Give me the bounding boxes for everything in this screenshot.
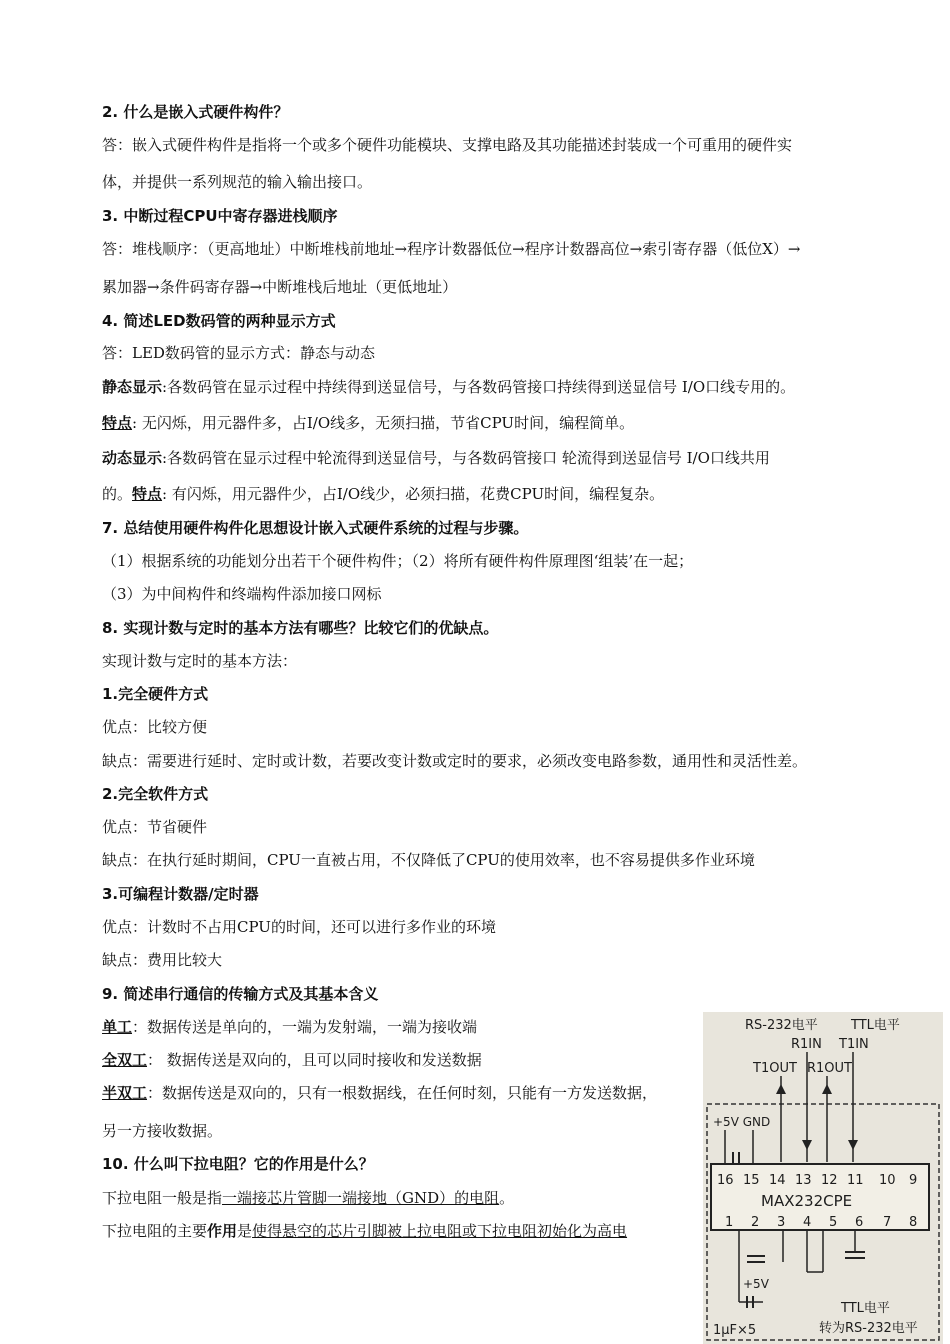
pulldown-definition-pre: 下拉电阻一般是指 — [102, 1189, 223, 1207]
full-duplex-label: 全双工 — [102, 1051, 148, 1069]
question-2-answer-line-2: 体，并提供一系列规范的输入输出接口。 — [102, 173, 373, 191]
dynamic-display-label: 动态显示 — [102, 449, 163, 467]
svg-text:2: 2 — [751, 1215, 760, 1230]
question-3-title: 3. 中断过程CPU中寄存器进栈顺序 — [102, 207, 338, 225]
rs232-level-label: RS-232电平 — [745, 1018, 818, 1033]
r1out-label: R1OUT — [807, 1061, 852, 1076]
question-7-answer-line-2: （3）为中间构件和终端构件添加接口网标 — [102, 585, 382, 603]
svg-text:14: 14 — [769, 1173, 786, 1188]
vcc-bottom-label: +5V — [743, 1277, 769, 1291]
question-8-title: 8. 实现计数与定时的基本方法有哪些？比较它们的优缺点。 — [102, 619, 499, 637]
svg-text:7: 7 — [883, 1215, 892, 1230]
ttl-bottom-label: TTL电平 — [841, 1301, 890, 1316]
question-3-answer-line-2: 累加器→条件码寄存器→中断堆栈后地址（更低地址） — [102, 278, 458, 296]
method-3-cons: 缺点：费用比较大 — [102, 951, 223, 969]
svg-text:13: 13 — [795, 1173, 812, 1188]
arrow-up-icon — [822, 1084, 832, 1094]
t1in-label: T1IN — [839, 1037, 869, 1052]
svg-text:12: 12 — [821, 1173, 838, 1188]
pulldown-definition-underlined: 一端接芯片管脚一端接地（GND）的电阻 — [222, 1189, 500, 1207]
method-1-title: 1.完全硬件方式 — [102, 685, 209, 703]
feature-label: 特点 — [132, 485, 163, 503]
svg-text:4: 4 — [803, 1215, 812, 1230]
r1in-label: R1IN — [791, 1037, 822, 1052]
question-3-answer-line-1: 答：堆栈顺序：（更高地址）中断堆栈前地址→程序计数器低位→程序计数器高位→索引寄存器（低位X）→ — [102, 240, 801, 258]
method-1-cons: 缺点：需要进行延时、定时或计数，若要改变计数或定时的要求，必须改变电路参数，通用性和灵活性差。 — [102, 752, 808, 770]
chip-name: MAX232CPE — [761, 1192, 853, 1210]
ttl-level-label: TTL电平 — [851, 1018, 900, 1033]
arrow-down-icon — [848, 1140, 858, 1150]
simplex-text: ：数据传送是单向的，一端为发射端，一端为接收端 — [132, 1018, 478, 1036]
full-duplex-text: ： 数据传送是双向的，且可以同时接收和发送数据 — [147, 1051, 482, 1069]
dynamic-display-text: :各数码管在显示过程中轮流得到送显信号，与各数码管接口 轮流得到送显信号 I/O口线共用 — [162, 449, 770, 467]
simplex-paragraph — [102, 1017, 477, 1037]
half-duplex-label: 半双工 — [102, 1084, 148, 1102]
static-display-label: 静态显示 — [102, 378, 163, 396]
method-1-pros: 优点：比较方便 — [102, 718, 208, 736]
pulldown-definition-post: 。 — [499, 1189, 515, 1207]
method-3-title: 3.可编程计数器/定时器 — [102, 885, 259, 903]
svg-text:16: 16 — [717, 1173, 734, 1188]
svg-text:15: 15 — [743, 1173, 760, 1188]
dynamic-display-paragraph — [102, 448, 770, 468]
dynamic-feature-text: : 有闪烁，用元器件少，占I/O线少，必须扫描，花费CPU时间，编程复杂。 — [162, 485, 665, 503]
svg-text:8: 8 — [909, 1215, 918, 1230]
vcc-gnd-label: +5V GND — [713, 1115, 771, 1129]
static-feature-text: : 无闪烁，用元器件多，占I/O线多，无须扫描，节省CPU时间，编程简单。 — [132, 414, 635, 432]
svg-text:3: 3 — [777, 1215, 786, 1230]
max232-circuit-photo — [703, 1012, 943, 1344]
arrow-down-icon — [802, 1140, 812, 1150]
question-8-intro: 实现计数与定时的基本方法： — [102, 652, 298, 670]
svg-text:6: 6 — [855, 1215, 864, 1230]
static-feature-paragraph — [102, 413, 634, 433]
half-duplex-text: ：数据传送是双向的，只有一根数据线，在任何时刻，只能有一方发送数据， — [147, 1084, 658, 1102]
convert-label: 转为RS-232电平 — [819, 1321, 918, 1336]
pulldown-definition — [102, 1188, 514, 1208]
dynamic-feature-paragraph — [102, 484, 664, 504]
question-7-answer-line-1: （1）根据系统的功能划分出若干个硬件构件；（2）将所有硬件构件原理图‘组装’在一起； — [102, 552, 694, 570]
question-7-title: 7. 总结使用硬件构件化思想设计嵌入式硬件系统的过程与步骤。 — [102, 519, 529, 537]
pulldown-function-underlined: 使得悬空的芯片引脚被上拉电阻或下拉电阻初始化为高电 — [252, 1222, 628, 1240]
pulldown-function-keyword: 作用 — [207, 1222, 238, 1240]
method-2-pros: 优点：节省硬件 — [102, 818, 208, 836]
static-display-text: :各数码管在显示过程中持续得到送显信号，与各数码管接口持续得到送显信号 I/O口线专用的。 — [162, 378, 796, 396]
feature-label: 特点 — [102, 414, 133, 432]
simplex-label: 单工 — [102, 1018, 133, 1036]
svg-text:1: 1 — [725, 1215, 734, 1230]
method-3-pros: 优点：计数时不占用CPU的时间，还可以进行多作业的环境 — [102, 918, 496, 936]
arrow-up-icon — [776, 1084, 786, 1094]
question-2-title: 2. 什么是嵌入式硬件构件？ — [102, 103, 289, 121]
svg-text:10: 10 — [879, 1173, 896, 1188]
t1out-label: T1OUT — [753, 1061, 797, 1076]
half-duplex-continued: 另一方接收数据。 — [102, 1122, 223, 1140]
method-2-title: 2.完全软件方式 — [102, 785, 209, 803]
pulldown-function — [102, 1221, 627, 1241]
question-10-title: 10. 什么叫下拉电阻？它的作用是什么？ — [102, 1155, 374, 1173]
pulldown-function-pre: 下拉电阻的主要 — [102, 1222, 208, 1240]
pulldown-function-mid: 是 — [237, 1222, 253, 1240]
dynamic-display-text-continued: 的。 — [102, 485, 133, 503]
method-2-cons: 缺点：在执行延时期间，CPU一直被占用，不仅降低了CPU的使用效率，也不容易提供多作业环境 — [102, 851, 755, 869]
half-duplex-paragraph — [102, 1083, 657, 1103]
svg-text:5: 5 — [829, 1215, 838, 1230]
capacitor-spec-label: 1μF×5 — [713, 1323, 757, 1338]
question-9-title: 9. 简述串行通信的传输方式及其基本含义 — [102, 985, 379, 1003]
svg-text:9: 9 — [909, 1173, 918, 1188]
svg-text:11: 11 — [847, 1173, 864, 1188]
question-2-answer-line-1: 答：嵌入式硬件构件是指将一个或多个硬件功能模块、支撑电路及其功能描述封装成一个可重用的硬件实 — [102, 136, 793, 154]
full-duplex-paragraph — [102, 1050, 482, 1070]
static-display-paragraph — [102, 377, 795, 397]
question-4-title: 4. 简述LED数码管的两种显示方式 — [102, 312, 336, 330]
question-4-answer-intro: 答：LED数码管的显示方式：静态与动态 — [102, 344, 375, 362]
